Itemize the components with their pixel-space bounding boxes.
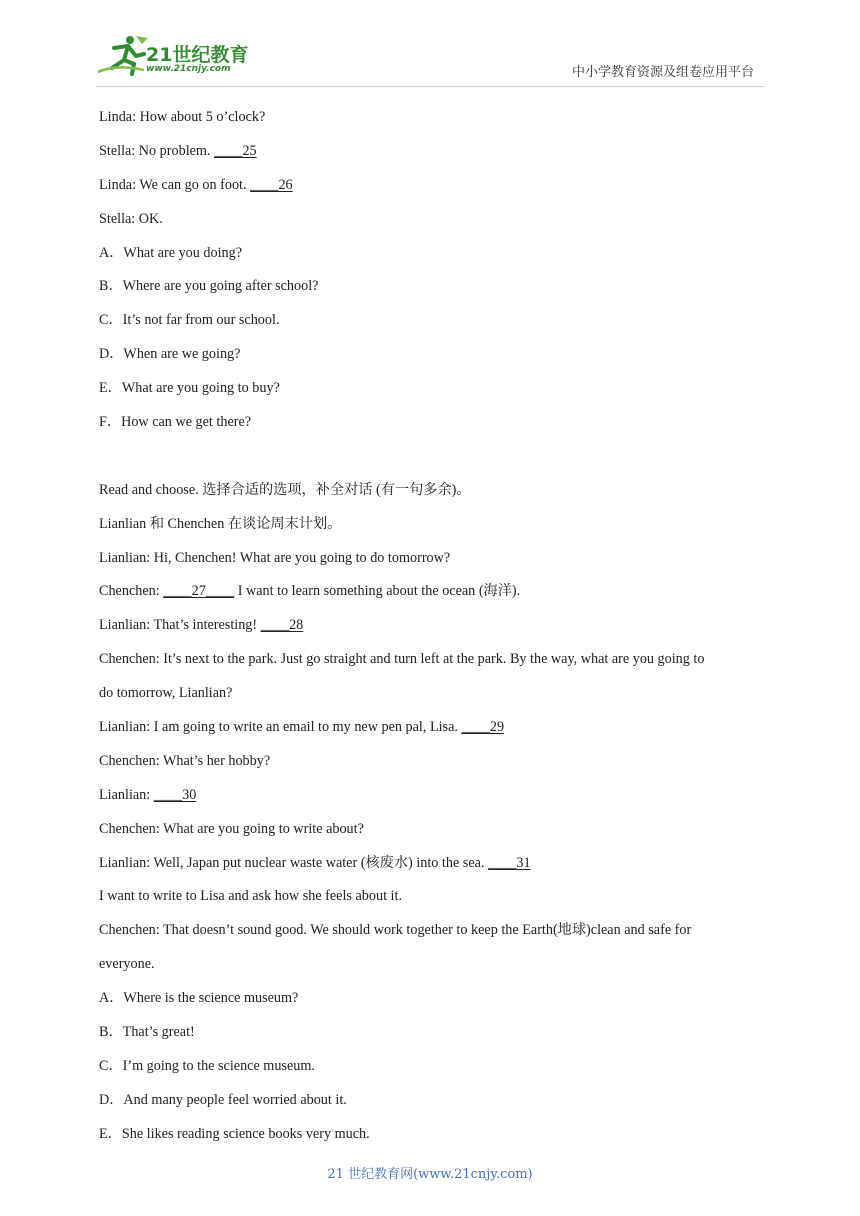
answer-option: B．That’s great! <box>99 1024 195 1041</box>
dialog-line <box>99 203 769 237</box>
dialog-text: everyone. <box>99 956 155 973</box>
dialog-line <box>99 914 769 948</box>
dialog-line <box>99 779 769 813</box>
answer-option: E．What are you going to buy? <box>99 380 280 397</box>
dialog-text: Linda: We can go on foot. <box>99 176 251 193</box>
answer-blank[interactable]: ____30 <box>153 786 197 803</box>
dialog-line <box>99 745 769 779</box>
page-footer: 21 世纪教育网(www.21cnjy.com) <box>327 1167 533 1182</box>
answer-option: E．She likes reading science books very much. <box>99 1125 370 1142</box>
answer-option: D．When are we going? <box>99 346 241 363</box>
answer-blank[interactable]: ____27____ <box>163 583 235 600</box>
dialog-text: Chenchen: What are you going to write about? <box>99 820 364 837</box>
logo-title: 21世纪教育 <box>146 44 249 66</box>
dialog-text: do tomorrow, Lianlian? <box>99 685 233 702</box>
answer-option: C．I’m going to the science museum. <box>99 1057 315 1074</box>
answer-blank[interactable]: ____29 <box>461 719 505 736</box>
answer-blank[interactable]: ____26 <box>250 176 293 193</box>
dialog-text: Chenchen: That doesn’t sound good. We should work together to keep the Earth(地球)clean and safe for <box>99 922 692 939</box>
dialog-section-1 <box>99 101 769 237</box>
answer-blank[interactable]: ____31 <box>488 854 531 871</box>
dialog-text: Lianlian: I am going to write an email to my new pen pal, Lisa. <box>99 719 462 736</box>
dialog-line <box>99 643 769 677</box>
document-body <box>99 101 769 1152</box>
dialog-text: Lianlian: <box>99 786 154 803</box>
dialog-line <box>99 948 769 982</box>
header-platform-title: 中小学教育资源及组卷应用平台 <box>571 65 754 80</box>
dialog-text: Chenchen: It’s next to the park. Just go straight and turn left at the park. By the way, what are you going to <box>99 651 705 668</box>
dialog-text: Stella: OK. <box>99 210 163 227</box>
dialog-line <box>99 813 769 847</box>
dialog-line <box>99 101 769 135</box>
answer-option: A．Where is the science museum? <box>99 990 299 1007</box>
answer-option: D．And many people feel worried about it. <box>99 1091 347 1108</box>
dialog-text: Stella: No problem. <box>99 142 215 159</box>
spacer <box>99 440 769 474</box>
dialog-text: Chenchen: What’s her hobby? <box>99 752 271 769</box>
dialog-line <box>99 677 769 711</box>
dialog-line <box>99 711 769 745</box>
answer-option: A．What are you doing? <box>99 244 243 261</box>
logo-url: www.21cnjy.com <box>146 64 231 74</box>
dialog-text: Chenchen: <box>99 583 164 600</box>
page-header <box>0 0 860 92</box>
dialog-line <box>99 575 769 609</box>
dialog-line <box>99 847 769 881</box>
section-instruction: Read and choose. 选择合适的选项，补全对话 (有一句多余)。 <box>99 481 471 498</box>
options-section-2 <box>99 982 769 1151</box>
dialog-section-2 <box>99 542 769 983</box>
dialog-text: Lianlian: Well, Japan put nuclear waste water (核废水) into the sea. <box>99 854 489 871</box>
section-context: Lianlian 和 Chenchen 在谈论周末计划。 <box>99 515 342 532</box>
answer-option: F．How can we get there? <box>99 414 252 431</box>
dialog-text: Lianlian: Hi, Chenchen! What are you going to do tomorrow? <box>99 549 451 566</box>
dialog-text: Linda: How about 5 o’clock? <box>99 109 266 125</box>
dialog-line <box>99 169 769 203</box>
dialog-text-after: I want to learn something about the ocean (海洋). <box>234 583 521 600</box>
dialog-text: Lianlian: That’s interesting! <box>99 617 261 634</box>
answer-option: B．Where are you going after school? <box>99 278 319 295</box>
header-divider <box>96 86 764 87</box>
dialog-line <box>99 135 769 169</box>
answer-blank[interactable]: ____25 <box>214 142 257 159</box>
dialog-line <box>99 542 769 576</box>
answer-blank[interactable]: ____28 <box>260 617 304 634</box>
dialog-line <box>99 880 769 914</box>
dialog-text: I want to write to Lisa and ask how she feels about it. <box>99 888 402 905</box>
answer-option: C．It’s not far from our school. <box>99 312 280 329</box>
dialog-line <box>99 609 769 643</box>
options-section-1 <box>99 237 769 440</box>
